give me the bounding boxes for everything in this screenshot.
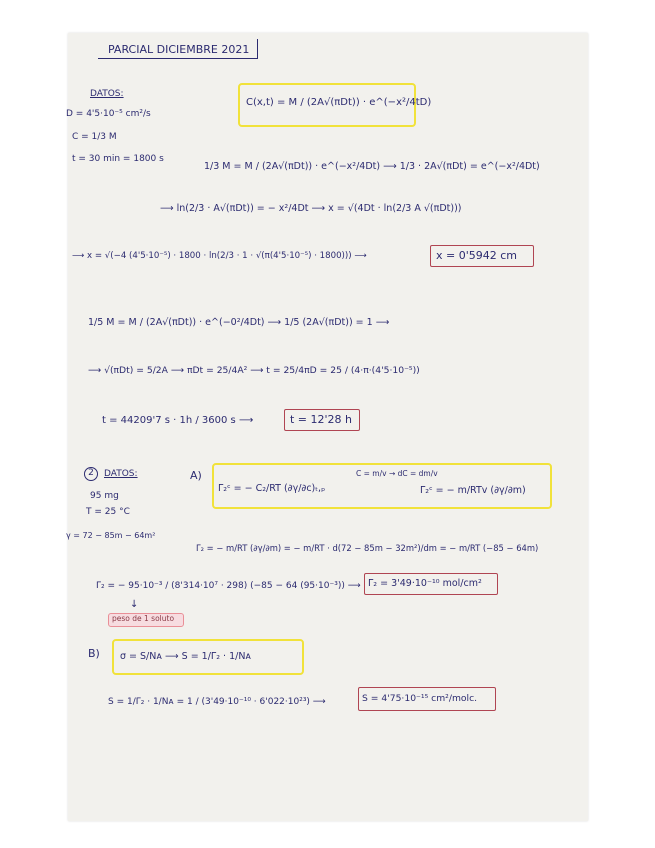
result-gamma: Γ₂ = 3'49·10⁻¹⁰ mol/cm² [368, 578, 482, 589]
datos-mass: 95 mg [90, 491, 119, 501]
gibbs-equation: Γ₂ᶜ = − C₂/RT (∂γ/∂c)ₜ,ₚ [218, 483, 326, 494]
main-formula: C(x,t) = M / (2A√(πDt)) · e^(−x²/4tD) [246, 97, 432, 108]
step-5: ⟶ √(πDt) = 5/2A ⟶ πDt = 25/4A² ⟶ t = 25/4πD = 25 / (4·π·(4'5·10⁻⁵)) [88, 365, 420, 376]
gamma-derivation-2: Γ₂ = − 95·10⁻³ / (8'314·10⁷ · 298) (−85 − 64 (95·10⁻³)) ⟶ [96, 581, 361, 591]
datos-surface-tension: γ = 72 − 85m − 64m² [66, 531, 156, 540]
step-3: ⟶ x = √(−4 (4'5·10⁻⁵) · 1800 · ln(2/3 · 1 · √(π(4'5·10⁻⁵) · 1800))) ⟶ [72, 251, 367, 261]
page-title: PARCIAL DICIEMBRE 2021 [108, 43, 250, 56]
gibbs-equation-2: Γ₂ᶜ = − m/RTv (∂γ/∂m) [420, 485, 526, 496]
sigma-definition: σ = S/Nᴀ ⟶ S = 1/Γ₂ · 1/Nᴀ [120, 651, 252, 662]
step-2: ⟶ ln(2/3 · A√(πDt)) = − x²/4Dt ⟶ x = √(4Dt · ln(2/3 A √(πDt))) [160, 203, 462, 214]
problem-2-number: 2 [84, 467, 98, 481]
datos-C: C = 1/3 M [72, 132, 117, 142]
datos-D: D = 4'5·10⁻⁵ cm²/s [66, 109, 151, 119]
datos-label-1: DATOS: [90, 89, 124, 99]
gibbs-note: C = m/v → dC = dm/v [356, 469, 438, 478]
datos-t: t = 30 min = 1800 s [72, 154, 164, 164]
notebook-page [68, 33, 588, 821]
mass-note: peso de 1 soluto [112, 614, 175, 623]
step-4: 1/5 M = M / (2A√(πDt)) · e^(−0²/4Dt) ⟶ 1/5 (2A√(πDt)) = 1 ⟶ [88, 317, 390, 328]
step-1: 1/3 M = M / (2A√(πDt)) · e^(−x²/4Dt) ⟶ 1/3 · 2A√(πDt) = e^(−x²/4Dt) [204, 161, 540, 172]
gamma-derivation-1: Γ₂ = − m/RT (∂γ/∂m) = − m/RT · d(72 − 85m − 32m²)/dm = − m/RT (−85 − 64m) [196, 543, 539, 553]
result-S: S = 4'75·10⁻¹⁵ cm²/molc. [362, 693, 478, 704]
part-a-label: A) [190, 469, 202, 482]
datos-temperature: T = 25 °C [86, 507, 130, 517]
arrow-down-icon: ↓ [130, 599, 139, 610]
step-6: t = 44209'7 s · 1h / 3600 s ⟶ [102, 415, 254, 426]
part-b-label: B) [88, 647, 100, 660]
title-underline [98, 39, 258, 59]
area-derivation: S = 1/Γ₂ · 1/Nᴀ = 1 / (3'49·10⁻¹⁰ · 6'022·10²³) ⟶ [108, 697, 326, 707]
result-t: t = 12'28 h [290, 413, 353, 426]
datos-label-2: DATOS: [104, 469, 138, 479]
result-x: x = 0'5942 cm [436, 249, 517, 262]
